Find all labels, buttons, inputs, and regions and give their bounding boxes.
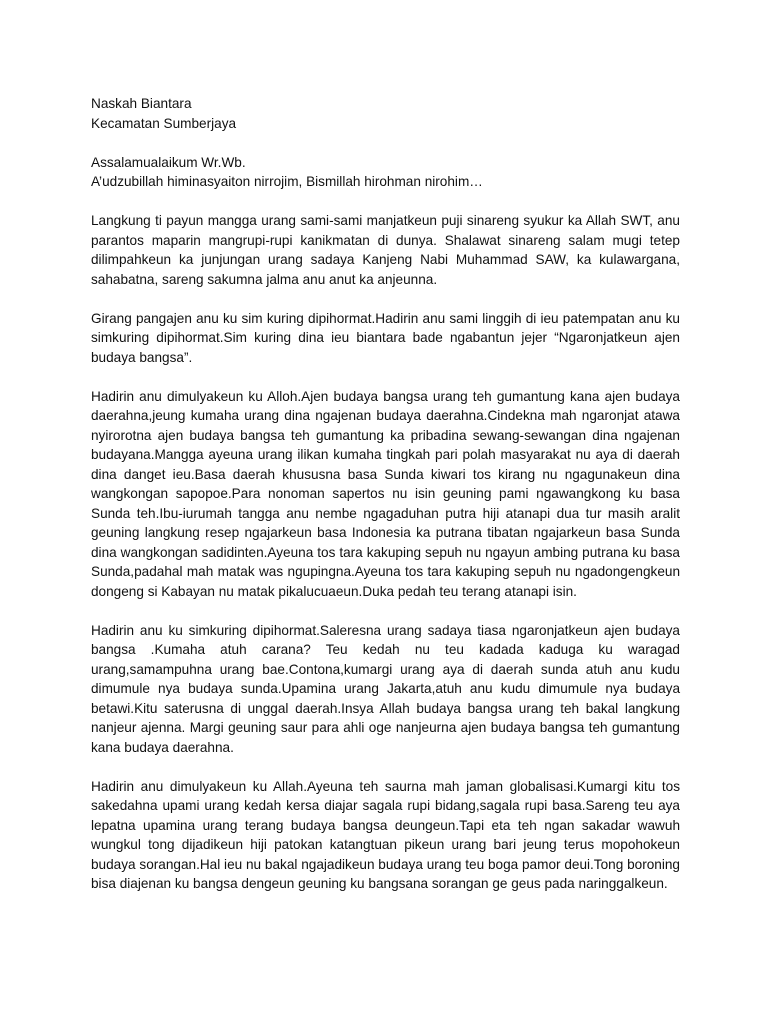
document-subtitle: Kecamatan Sumberjaya — [91, 115, 237, 131]
greeting-taawudz: A’udzubillah himinasyaiton nirrojim, Bismillah hirohman nirohim… — [91, 174, 483, 189]
document-header — [91, 94, 680, 133]
document-title: Naskah Biantara — [91, 96, 192, 111]
greeting-salam: Assalamualaikum Wr.Wb. — [91, 154, 246, 170]
greeting — [91, 153, 680, 192]
paragraph-topic: Girang pangajen anu ku sim kuring dipihormat.Hadirin anu sami linggih di ieu patempatan anu ku simkuring dipihormat.Sim kuring dina ieu biantara bade ngabantun jejer “Ngaronjatkeun ajen budaya bangsa”. — [91, 310, 680, 365]
paragraph-regional-culture: Hadirin anu dimulyakeun ku Alloh.Ajen budaya bangsa urang teh gumantung kana ajen budaya daerahna,jeung kumaha urang dina ngajenan budaya daerahna.Cindekna mah ngaronjat atawa nyirorotna ajen budaya bangsa teh gumantung ka pribadina sewang-sewangan dina ngajenan budayana.Mangga ayeuna urang ilikan kumaha tingkah pari polah masyarakat nu aya di daerah dina danget ieu.Basa daerah khususna basa Sunda kiwari tos kirang nu ngagunakeun dina wangkongan sapopoe.Para nonoman sapertos nu isin geuning pami ngawangkong ku basa Sunda teh.Ibu-iurumah tangga anu nembe ngagaduhan putra hiji atanapi dua tur masih aralit geuning langkung resep ngajarkeun basa Indonesia ka putrana tibatan ngajarkeun basa Sunda dina wangkongan sadidinten.Ayeuna tos tara kakuping sepuh nu ngayun ambing putrana ku basa Sunda,padahal mah matak was ngupingna.Ayeuna tos tara kakuping sepuh nu ngadongengkeun dongeng si Kabayan nu matak pikalucuaeun.Duka pedah teu terang atanapi isin. — [91, 388, 680, 599]
paragraph-how-to: Hadirin anu ku simkuring dipihormat.Saleresna urang sadaya tiasa ngaronjatkeun ajen budaya bangsa .Kumaha atuh carana? Teu kedah nu teu kadada kaduga ku waragad urang,samampuhna urang bae.Contona,kumargi urang aya di daerah sunda atuh anu kudu dimumule nya budaya sunda.Upamina urang Jakarta,atuh anu kudu dimumule nya budaya betawi.Kitu saterusna di unggal daerah.Insya Allah budaya bangsa urang teh bakal langkung nanjeur ajenna. Margi geuning saur para ahli oge nanjeurna ajen budaya bangsa teh gumantung kana budaya daerahna. — [91, 622, 680, 755]
paragraph-opening: Langkung ti payun mangga urang sami-sami manjatkeun puji sinareng syukur ka Allah SWT, anu parantos maparin mangrupi-rupi kanikmatan di dunya. Shalawat sinareng salam mugi tetep dilimpahkeun ka junjungan urang sadaya Kanjeng Nabi Muhammad SAW, ka kulawargana, sahabatna, sareng sakumna jalma anu anut ka anjeunna. — [91, 213, 680, 287]
paragraph-globalization: Hadirin anu dimulyakeun ku Allah.Ayeuna teh saurna mah jaman globalisasi.Kumargi kitu tos sakedahna upami urang kedah kersa diajar sagala rupi bidang,sagala rupi basa.Sareng teu aya lepatna upamina urang terang budaya bangsa deungeun.Tapi eta teh ngan sakadar wawuh wungkul tong dijadikeun hiji patokan katangtuan pikeun urang bari jeung terus mopohokeun budaya sorangan.Hal ieu nu bakal ngajadikeun budaya urang teu boga pamor deui.Tong boroning bisa diajenan ku bangsa dengeun geuning ku bangsana sorangan ge geus pada naringgalkeun. — [91, 778, 680, 891]
